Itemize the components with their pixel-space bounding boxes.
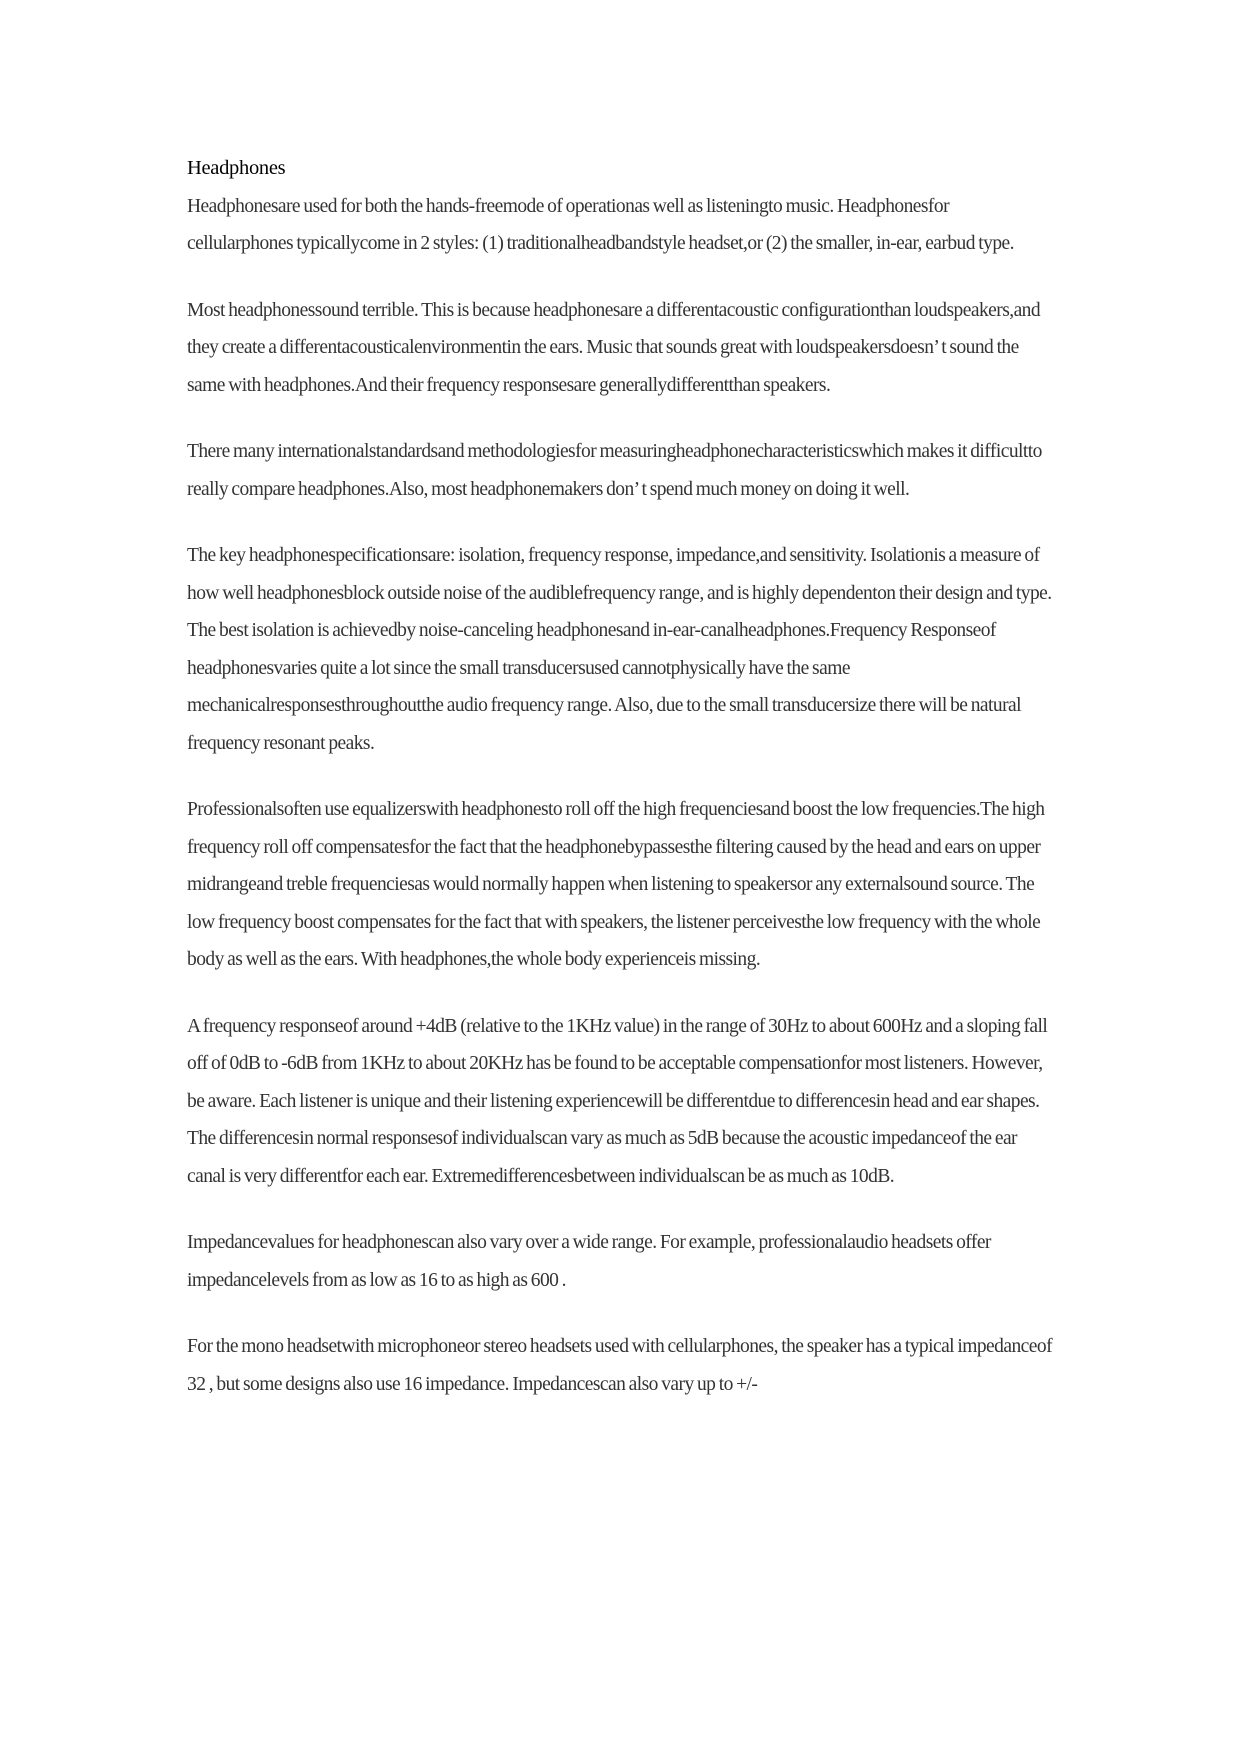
paragraph-equalizers: Professionalsoften use equalizerswith headphonesto roll off the high frequenciesand boost the low frequencies.The high frequency roll off compensatesfor the fact that the headphonebypassesthe filtering caused by the head and ears on upper midrangeand treble frequenciesas would normally happen when listening to speakersor any externalsound source. The low frequency boost compensates for the fact that with speakers, the listener perceivesthe low frequency with the whole body as well as the ears. With headphones,the whole body experienceis missing.: [187, 799, 1045, 970]
paragraph-impedance-range: Impedancevalues for headphonescan also vary over a wide range. For example, professionalaudio headsets offer impedancelevels from as low as 16 to as high as 600 .: [187, 1232, 991, 1291]
paragraph-key-specifications: The key headphonespecificationsare: isolation, frequency response, impedance,and sensitivity. Isolationis a measure of how well headphonesblock outside noise of the audiblefrequency range, and is highly dependenton their design and type. The best isolation is achievedby noise-canceling headphonesand in-ear-canalheadphones.Frequency Responseof headphonesvaries quite a lot since the small transducersused cannotphysically have the same mechanicalresponsesthroughoutthe audio frequency range. Also, due to the small transducersize there will be natural frequency resonant peaks.: [187, 545, 1052, 754]
paragraph-sound-quality: Most headphonessound terrible. This is because headphonesare a differentacoustic configurationthan loudspeakers,and they create a differentacousticalenvironmentin the ears. Music that sounds great with loudspeakersdoesn’ t sound the same with headphones.And their frequency responsesare generallydifferentthan speakers.: [187, 299, 1041, 396]
paragraph-standards: There many internationalstandardsand methodologiesfor measuringheadphonecharacteristicswhich makes it difficultto really compare headphones.Also, most headphonemakers don’ t spend much money on doing it well.: [187, 441, 1042, 500]
document-title: Headphones: [187, 157, 286, 179]
paragraph-mono-headset: For the mono headsetwith microphoneor stereo headsets used with cellularphones, the speaker has a typical impedanceof 32 , but some designs also use 16 impedance. Impedancescan also vary up to +/-: [187, 1336, 1053, 1395]
paragraph-frequency-response: A frequency responseof around +4dB (relative to the 1KHz value) in the range of 30Hz to about 600Hz and a sloping fall off of 0dB to -6dB from 1KHz to about 20KHz has be found to be acceptable compensationfor most listeners. However, be aware. Each listener is unique and their listening experiencewill be differentdue to differencesin head and ear shapes. The differencesin normal responsesof individualscan vary as much as 5dB because the acoustic impedanceof the ear canal is very differentfor each ear. Extremedifferencesbetween individualscan be as much as 10dB.: [187, 1015, 1048, 1187]
paragraph-usage: Headphonesare used for both the hands-freemode of operationas well as listeningto music. Headphonesfor cellularphones typicallycome in 2 styles: (1) traditionalheadbandstyle headset,or (2) the smaller, in-ear, earbud type.: [187, 195, 1014, 254]
document-body: [187, 150, 1057, 1432]
